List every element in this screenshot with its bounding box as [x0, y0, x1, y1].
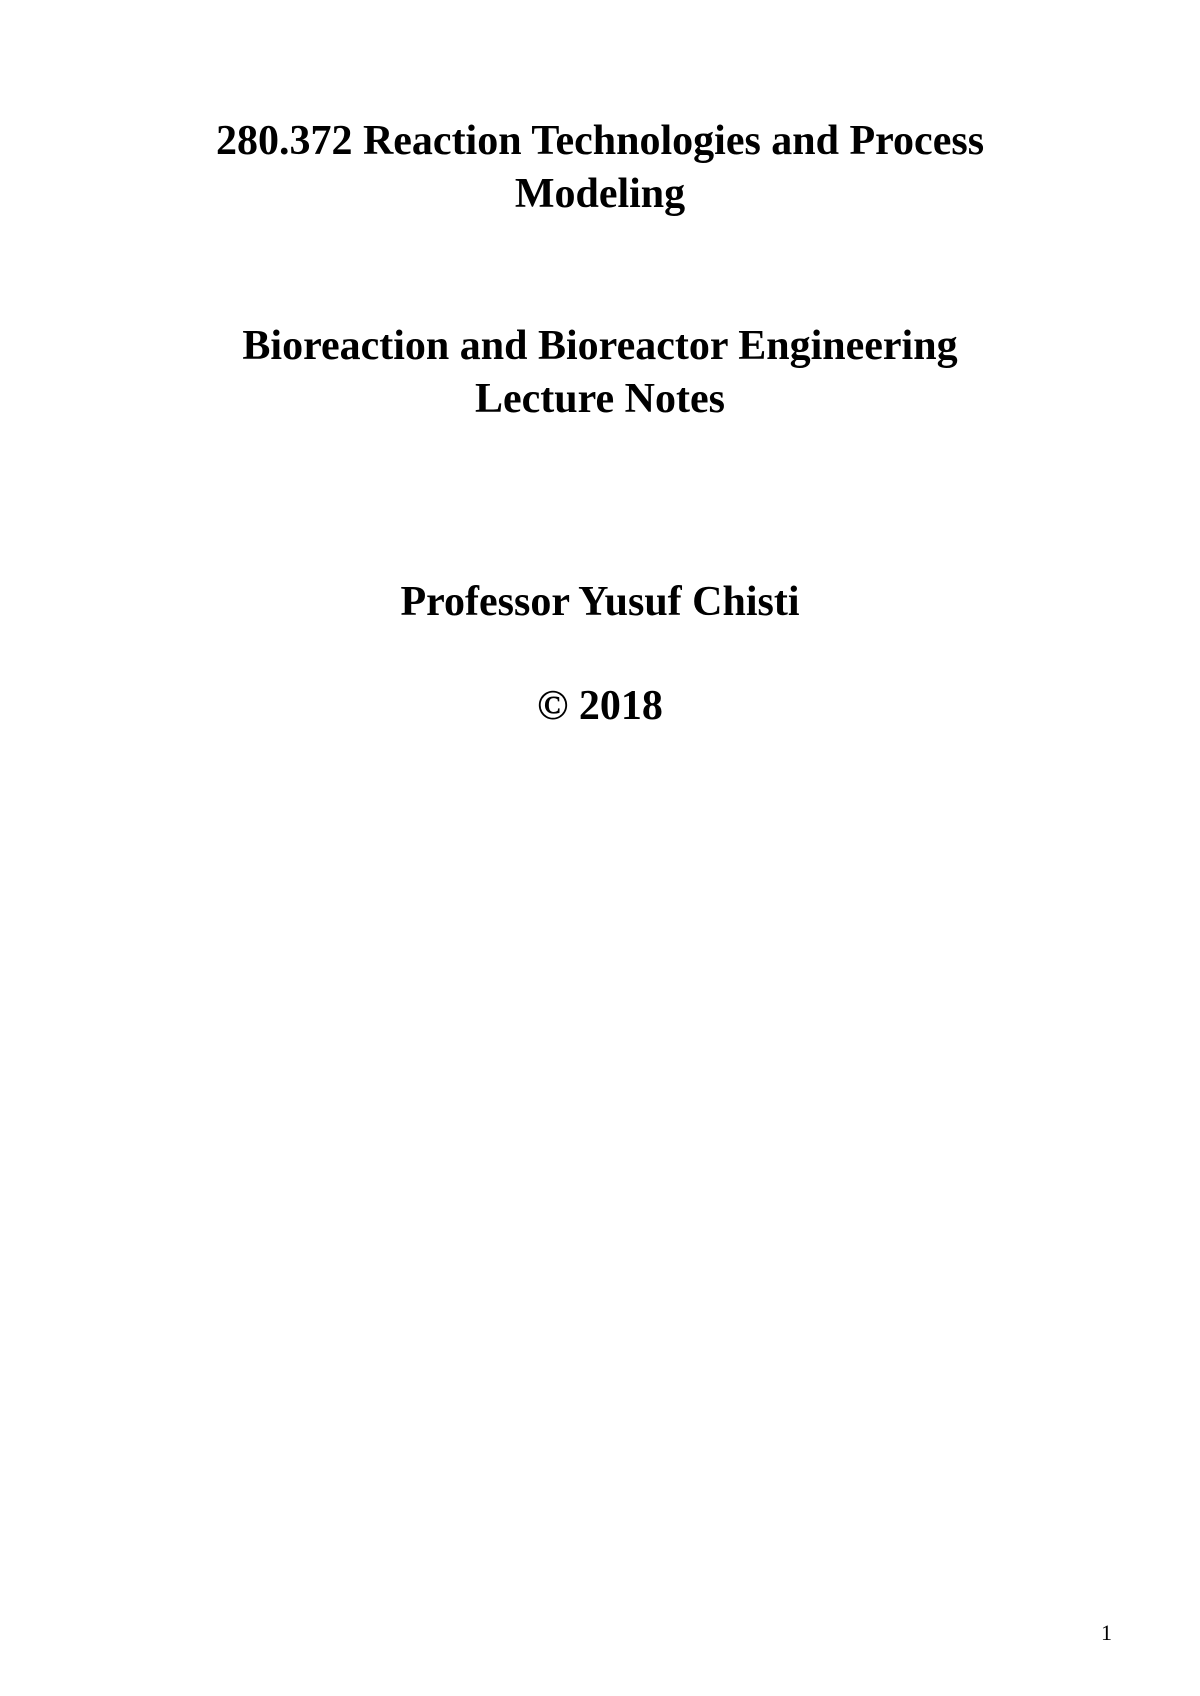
document-subtitle — [0, 320, 1200, 425]
subtitle-line-2: Lecture Notes — [475, 375, 725, 422]
course-title — [0, 115, 1200, 220]
copyright-notice: © 2018 — [537, 683, 663, 729]
subtitle-line-1: Bioreaction and Bioreactor Engineering — [242, 323, 958, 369]
course-title-line-1: 280.372 Reaction Technologies and Process — [215, 118, 985, 164]
author-name: Professor Yusuf Chisti — [400, 579, 800, 625]
page-number: 1 — [1101, 1620, 1112, 1645]
course-title-line-2: Modeling — [514, 170, 686, 217]
